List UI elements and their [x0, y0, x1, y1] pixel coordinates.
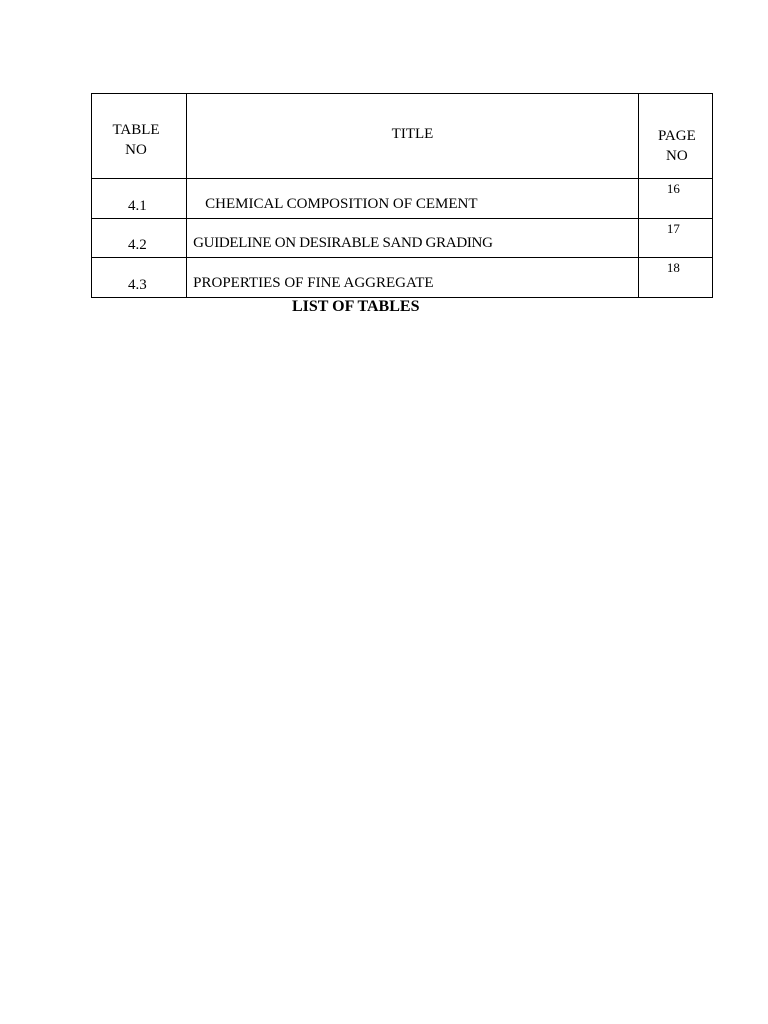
- list-of-tables-table: [91, 93, 713, 298]
- table-number: 4.3: [128, 277, 147, 293]
- table-no-cell: [92, 258, 187, 298]
- table-no-cell: [92, 179, 187, 219]
- table-title: PROPERTIES OF FINE AGGREGATE: [193, 275, 434, 291]
- table-page-cell: [638, 258, 712, 298]
- page-number: 16: [666, 181, 680, 197]
- table-row: [92, 258, 713, 298]
- table-page-cell: [638, 179, 712, 219]
- table-title-cell: [187, 218, 639, 258]
- list-of-tables-caption: LIST OF TABLES: [292, 298, 420, 315]
- header-table-no: [110, 120, 162, 160]
- header-title-cell: [187, 94, 639, 179]
- table-row: [92, 179, 713, 219]
- header-title: TITLE: [391, 126, 434, 142]
- table-title-cell: [187, 258, 639, 298]
- header-table-no-line2: NO: [125, 142, 147, 158]
- header-page-no: [655, 126, 699, 166]
- table-row: [92, 218, 713, 258]
- table-title: GUIDELINE ON DESIRABLE SAND GRADING: [193, 235, 493, 252]
- table-number: 4.2: [128, 237, 147, 254]
- header-page-no-line1: PAGE: [657, 128, 696, 144]
- page-number: 18: [666, 260, 680, 276]
- page-number: 17: [666, 220, 680, 236]
- header-page-no-line2: NO: [666, 148, 688, 164]
- header-table-no-cell: [92, 94, 187, 179]
- table-no-cell: [92, 218, 187, 258]
- table-header-row: [92, 94, 713, 179]
- table-title: CHEMICAL COMPOSITION OF CEMENT: [205, 195, 478, 212]
- header-table-no-line1: TABLE: [112, 122, 160, 138]
- table-title-cell: [187, 179, 639, 219]
- header-page-no-cell: [638, 94, 712, 179]
- table-number: 4.1: [128, 197, 147, 214]
- table-page-cell: [638, 218, 712, 258]
